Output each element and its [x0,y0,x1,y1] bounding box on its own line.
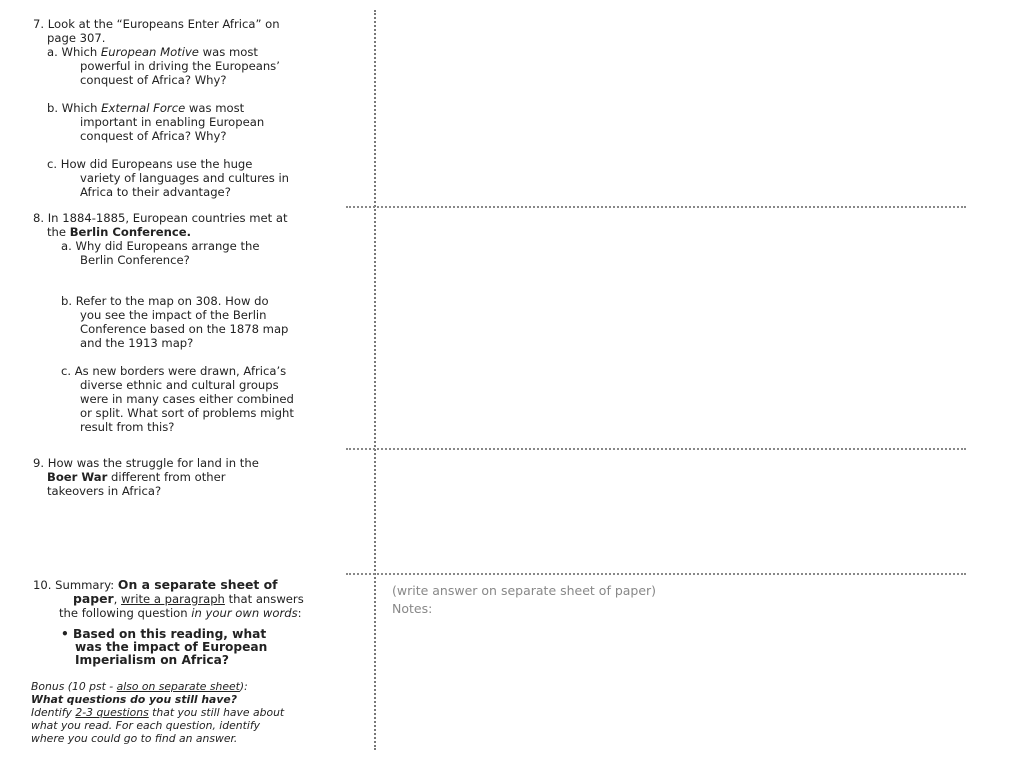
horizontal-divider-3 [346,573,966,575]
q7-line-2: page 307. [47,31,106,45]
vertical-divider [374,10,376,750]
horizontal-divider-1 [346,206,966,208]
q10-line-1: 10. Summary: On a separate sheet of [33,577,278,592]
q8-part-b: b. Refer to the map on 308. How do you see the impact of the Berlin Conference based on the 1878 map and the 1913 map? [61,294,289,350]
q10-bullet: • Based on this reading, what was the impact of European Imperialism on Africa? [61,627,268,667]
bonus-section: Bonus (10 pst - also on separate sheet): What questions do you still have? Identify 2-3 questions that you still have about what you read. For each question, identify where you could go to find an answer. [31,680,285,745]
q7-part-b: b. Which External Force was most important in enabling European conquest of Africa? Why? [47,101,265,143]
q7-part-a: a. Which European Motive was most powerful in driving the Europeans’ conquest of Africa? Why? [47,45,280,87]
q7-part-c: c. How did Europeans use the huge variety of languages and cultures in Africa to their advantage? [47,157,290,199]
horizontal-divider-2 [346,448,966,450]
q8-line-1: 8. In 1884-1885, European countries met at [33,211,288,225]
q7-line-1: 7. Look at the “Europeans Enter Africa” on [33,17,280,31]
question-8 [33,211,368,434]
q9-line-1: 9. How was the struggle for land in the [33,456,259,470]
q9-line-3: takeovers in Africa? [47,484,162,498]
q10-line-2: paper, write a paragraph that answers [73,591,304,606]
q9-line-2: Boer War different from other [47,470,226,484]
answer-note: (write answer on separate sheet of paper) [392,583,657,598]
q10-line-3: the following question in your own words: [59,606,302,620]
q8-part-c: c. As new borders were drawn, Africa’s diverse ethnic and cultural groups were in many cases either combined or split. What sort of problems might result from this? [61,364,294,434]
q8-line-2: the Berlin Conference. [47,225,191,239]
question-9 [33,456,368,498]
notes-label: Notes: [392,601,433,616]
q8-part-a: a. Why did Europeans arrange the Berlin Conference? [61,239,260,267]
question-10 [33,578,368,667]
question-7 [33,17,368,199]
